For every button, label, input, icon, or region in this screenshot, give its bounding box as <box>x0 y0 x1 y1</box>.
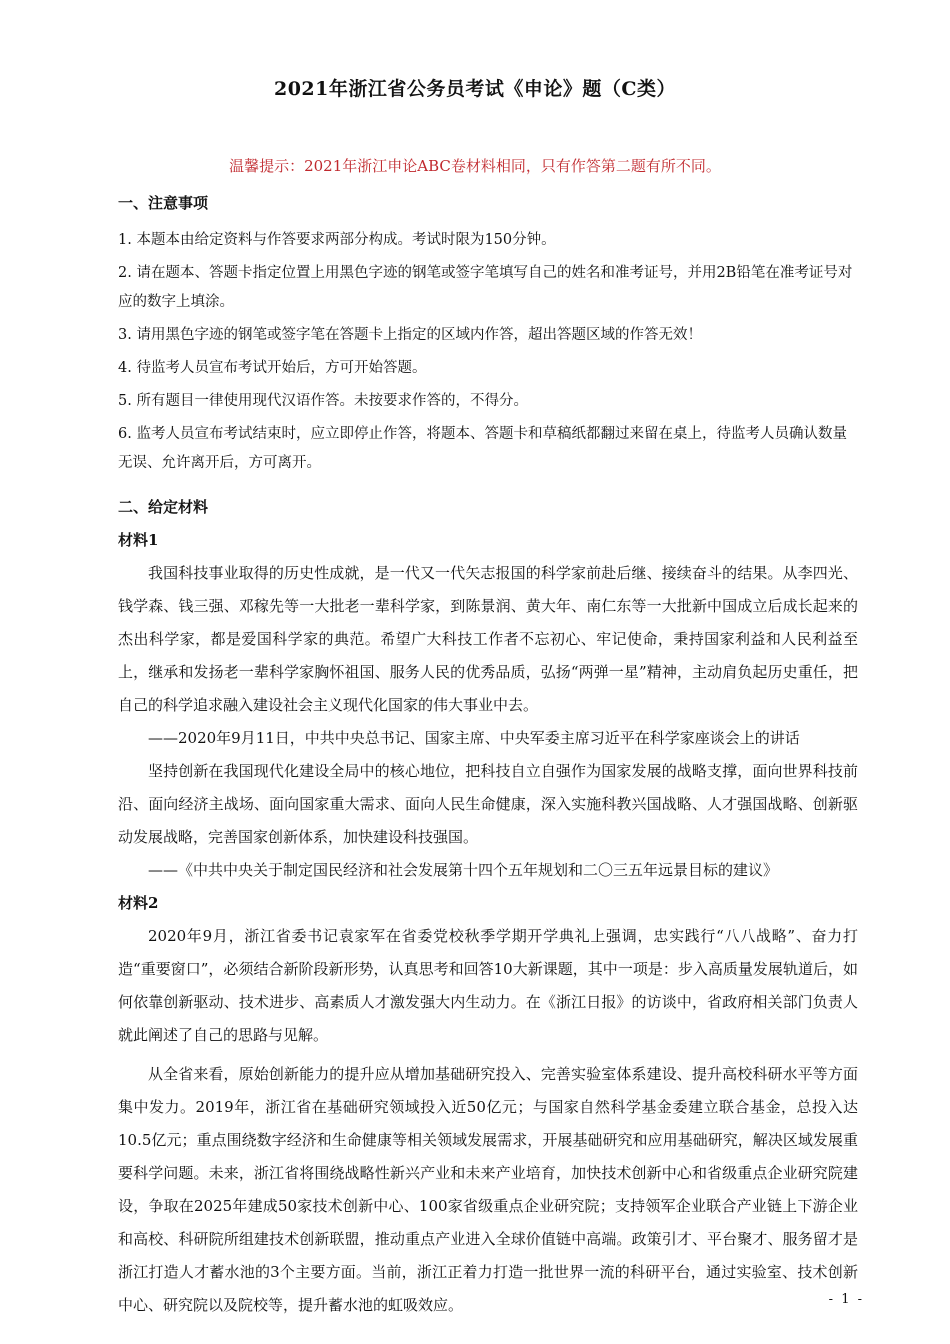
note-item: 6. 监考人员宣布考试结束时，应立即停止作答，将题本、答题卡和草稿纸都翻过来留在桌上，待监考人员确认数量无误、允许离开后，方可离开。 <box>118 426 847 471</box>
material1-source: ——2020年9月11日，中共中央总书记、国家主席、中央军委主席习近平在科学家座谈会上的讲话 <box>148 729 800 747</box>
note-item: 3. 请用黑色字迹的钢笔或签字笔在答题卡上指定的区域内作答，超出答题区域的作答无效！ <box>118 327 702 343</box>
note-item: 1. 本题本由给定资料与作答要求两部分构成。考试时限为150分钟。 <box>118 232 556 248</box>
material1-paragraph: 坚持创新在我国现代化建设全局中的核心地位，把科技自立自强作为国家发展的战略支撑，面向世界科技前沿、面向经济主战场、面向国家重大需求、面向人民生命健康，深入实施科教兴国战略、人才强国战略、创新驱动发展战略，完善国家创新体系，加快建设科技强国。 <box>118 762 858 846</box>
notes-section <box>118 187 858 220</box>
notes-list <box>118 226 858 482</box>
note-item: 2. 请在题本、答题卡指定位置上用黑色字迹的钢笔或签字笔填写自己的姓名和准考证号，并用2B铅笔在准考证号对应的数字上填涂。 <box>118 265 853 310</box>
document-title: 2021年浙江省公务员考试《申论》题（C类） <box>273 78 676 100</box>
materials-section <box>118 491 858 1322</box>
material1-paragraph: 我国科技事业取得的历史性成就，是一代又一代矢志报国的科学家前赴后继、接续奋斗的结果。从李四光、钱学森、钱三强、邓稼先等一大批老一辈科学家，到陈景润、黄大年、南仁东等一大批新中国成立后成长起来的杰出科学家，都是爱国科学家的典范。希望广大科技工作者不忘初心、牢记使命，秉持国家利益和人民利益至上，继承和发扬老一辈科学家胸怀祖国、服务人民的优秀品质，弘扬“两弹一星”精神，主动肩负起历史重任，把自己的科学追求融入建设社会主义现代化国家的伟大事业中去。 <box>118 564 858 714</box>
material2-paragraph: 2020年9月，浙江省委书记袁家军在省委党校秋季学期开学典礼上强调，忠实践行“八八战略”、奋力打造“重要窗口”，必须结合新阶段新形势，认真思考和回答10大新课题，其中一项是：步入高质量发展轨道后，如何依靠创新驱动、技术进步、高素质人才激发强大内生动力。在《浙江日报》的访谈中，省政府相关部门负责人就此阐述了自己的思路与见解。 <box>118 927 858 1044</box>
note-item: 4. 待监考人员宣布考试开始后，方可开始答题。 <box>118 360 427 376</box>
material1-heading: 材料1 <box>118 531 159 549</box>
material2-paragraph: 从全省来看，原始创新能力的提升应从增加基础研究投入、完善实验室体系建设、提升高校科研水平等方面集中发力。2019年，浙江省在基础研究领域投入近50亿元；与国家自然科学基金委建立联合基金，总投入达10.5亿元；重点围绕数字经济和生命健康等相关领域发展需求，开展基础研究和应用基础研究，解决区域发展重要科学问题。未来，浙江省将围绕战略性新兴产业和未来产业培育，加快技术创新中心和省级重点企业研究院建设，争取在2025年建成50家技术创新中心、100家省级重点企业研究院；支持领军企业联合产业链上下游企业和高校、科研院所组建技术创新联盟，推动重点产业进入全球价值链中高端。政策引才、平台聚才、服务留才是浙江打造人才蓄水池的3个主要方面。当前，浙江正着力打造一批世界一流的科研平台，通过实验室、技术创新中心、研究院以及院校等，提升蓄水池的虹吸效应。 <box>118 1065 858 1314</box>
note-item: 5. 所有题目一律使用现代汉语作答。未按要求作答的，不得分。 <box>118 393 528 409</box>
material2-heading: 材料2 <box>118 894 159 912</box>
section1-heading: 一、注意事项 <box>118 194 209 212</box>
section2-heading: 二、给定材料 <box>118 498 209 516</box>
tip-text: 温馨提示：2021年浙江申论ABC卷材料相同，只有作答第二题有所不同。 <box>229 157 721 175</box>
material1-source: ——《中共中央关于制定国民经济和社会发展第十四个五年规划和二〇三五年远景目标的建议》 <box>148 861 779 879</box>
page-number: - 1 - <box>828 1292 864 1307</box>
